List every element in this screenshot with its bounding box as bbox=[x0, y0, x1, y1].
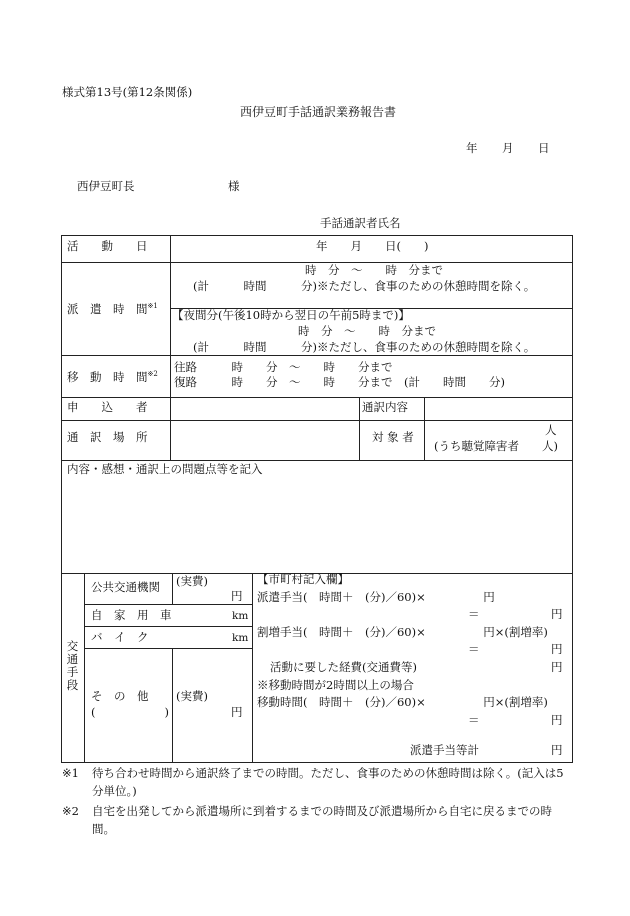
travel-time-calc[interactable]: 移動時間( 時間＋ (分)／60)× 円×(割増率) bbox=[257, 695, 548, 709]
dispatch-time-label: 派 遣 時 間$^{※1}$ bbox=[67, 302, 158, 316]
date-month: 月 bbox=[502, 141, 514, 155]
note-2-text-cont: 間。 bbox=[92, 822, 115, 836]
over-2h-note: ※移動時間が2時間以上の場合 bbox=[257, 678, 414, 692]
premium-allowance[interactable]: 割増手当( 時間＋ (分)／60)× 円×(割増率) bbox=[257, 625, 548, 639]
travel-calc-eq: ＝ bbox=[468, 713, 480, 727]
interpreter-name-label: 手話通訳者氏名 bbox=[320, 216, 401, 230]
target-persons[interactable]: 人 bbox=[545, 423, 557, 437]
travel-calc-yen: 円 bbox=[551, 713, 563, 727]
public-actual-cost: (実費) bbox=[176, 574, 208, 588]
dispatch-allowance-eq: ＝ bbox=[468, 607, 480, 621]
public-transport-label: 公共交通機関 bbox=[91, 580, 160, 594]
night-time-range[interactable]: 時 分 ～ 時 分まで bbox=[298, 324, 436, 338]
date-year: 年 bbox=[466, 141, 478, 155]
bike-label: バ イ ク bbox=[91, 630, 149, 644]
date-day: 日 bbox=[538, 141, 550, 155]
municipality-heading: 【市町村記入欄】 bbox=[257, 572, 349, 586]
remarks-field[interactable] bbox=[63, 478, 569, 570]
transport-label: 交通手段 bbox=[66, 639, 79, 692]
form-number: 様式第13号(第12条関係) bbox=[62, 85, 193, 99]
note-2-mark: ※2 bbox=[62, 804, 79, 818]
premium-allowance-eq: ＝ bbox=[468, 642, 480, 656]
dispatch-time-total[interactable]: (計 時間 分)※ただし、食事のための休憩時間を除く。 bbox=[193, 279, 536, 293]
target-hearing-impaired[interactable]: (うち聴覚障害者 人) bbox=[434, 439, 558, 453]
other-paren[interactable]: ( ) bbox=[91, 705, 169, 719]
interpretation-content-field[interactable] bbox=[424, 397, 570, 419]
dispatch-time-range[interactable]: 時 分 ～ 時 分まで bbox=[305, 263, 443, 277]
page-title: 西伊豆町手話通訳業務報告書 bbox=[240, 105, 397, 119]
night-time-total[interactable]: (計 時間 分)※ただし、食事のための休憩時間を除く。 bbox=[193, 340, 536, 354]
location-field[interactable] bbox=[170, 421, 358, 459]
expenses-yen: 円 bbox=[551, 660, 563, 674]
own-car-km: km bbox=[232, 610, 249, 622]
night-heading: 【夜間分(午後10時から翌日の午前5時まで)】 bbox=[172, 308, 410, 322]
other-label: そ の 他 bbox=[91, 689, 149, 703]
travel-return[interactable]: 復路 時 分 ～ 時 分まで (計 時間 分) bbox=[174, 375, 505, 389]
travel-time-label: 移 動 時 間$^{※2}$ bbox=[67, 370, 158, 384]
note-1-mark: ※1 bbox=[62, 766, 79, 780]
dispatch-allowance-yen: 円 bbox=[551, 607, 563, 621]
own-car-label: 自 家 用 車 bbox=[91, 608, 172, 622]
note-1-text: 待ち合わせ時間から通訳終了までの時間。ただし、食事のための休憩時間は除く。(記入は5 bbox=[92, 766, 564, 780]
remarks-label: 内容・感想・通訳上の問題点等を記入 bbox=[67, 462, 263, 476]
other-actual-cost: (実費) bbox=[176, 689, 208, 703]
bike-km: km bbox=[232, 632, 249, 644]
dispatch-allowance[interactable]: 派遣手当( 時間＋ (分)／60)× 円 bbox=[257, 590, 495, 604]
applicant-field[interactable] bbox=[170, 397, 358, 419]
public-yen: 円 bbox=[231, 589, 243, 603]
activity-date-label: 活 動 日 bbox=[67, 239, 148, 253]
note-2-text: 自宅を出発してから派遣場所に到着するまでの時間及び派遣場所から自宅に戻るまでの時 bbox=[92, 804, 552, 818]
total-yen: 円 bbox=[551, 743, 563, 757]
honorific: 様 bbox=[228, 179, 240, 193]
addressee: 西伊豆町長 bbox=[77, 179, 135, 193]
total-label: 派遣手当等計 bbox=[410, 743, 479, 757]
travel-outbound[interactable]: 往路 時 分 ～ 時 分まで bbox=[174, 360, 393, 374]
interpretation-content-label: 通訳内容 bbox=[362, 400, 408, 414]
expenses-label: 活動に要した経費(交通費等) bbox=[270, 660, 417, 674]
activity-date-field[interactable]: 年 月 日( ) bbox=[316, 239, 429, 253]
target-label: 対 象 者 bbox=[372, 430, 414, 444]
other-yen: 円 bbox=[231, 705, 243, 719]
premium-allowance-yen: 円 bbox=[551, 642, 563, 656]
note-1-text-cont: 分単位。) bbox=[92, 784, 137, 798]
applicant-label: 申 込 者 bbox=[67, 400, 148, 414]
location-label: 通 訳 場 所 bbox=[67, 430, 148, 444]
